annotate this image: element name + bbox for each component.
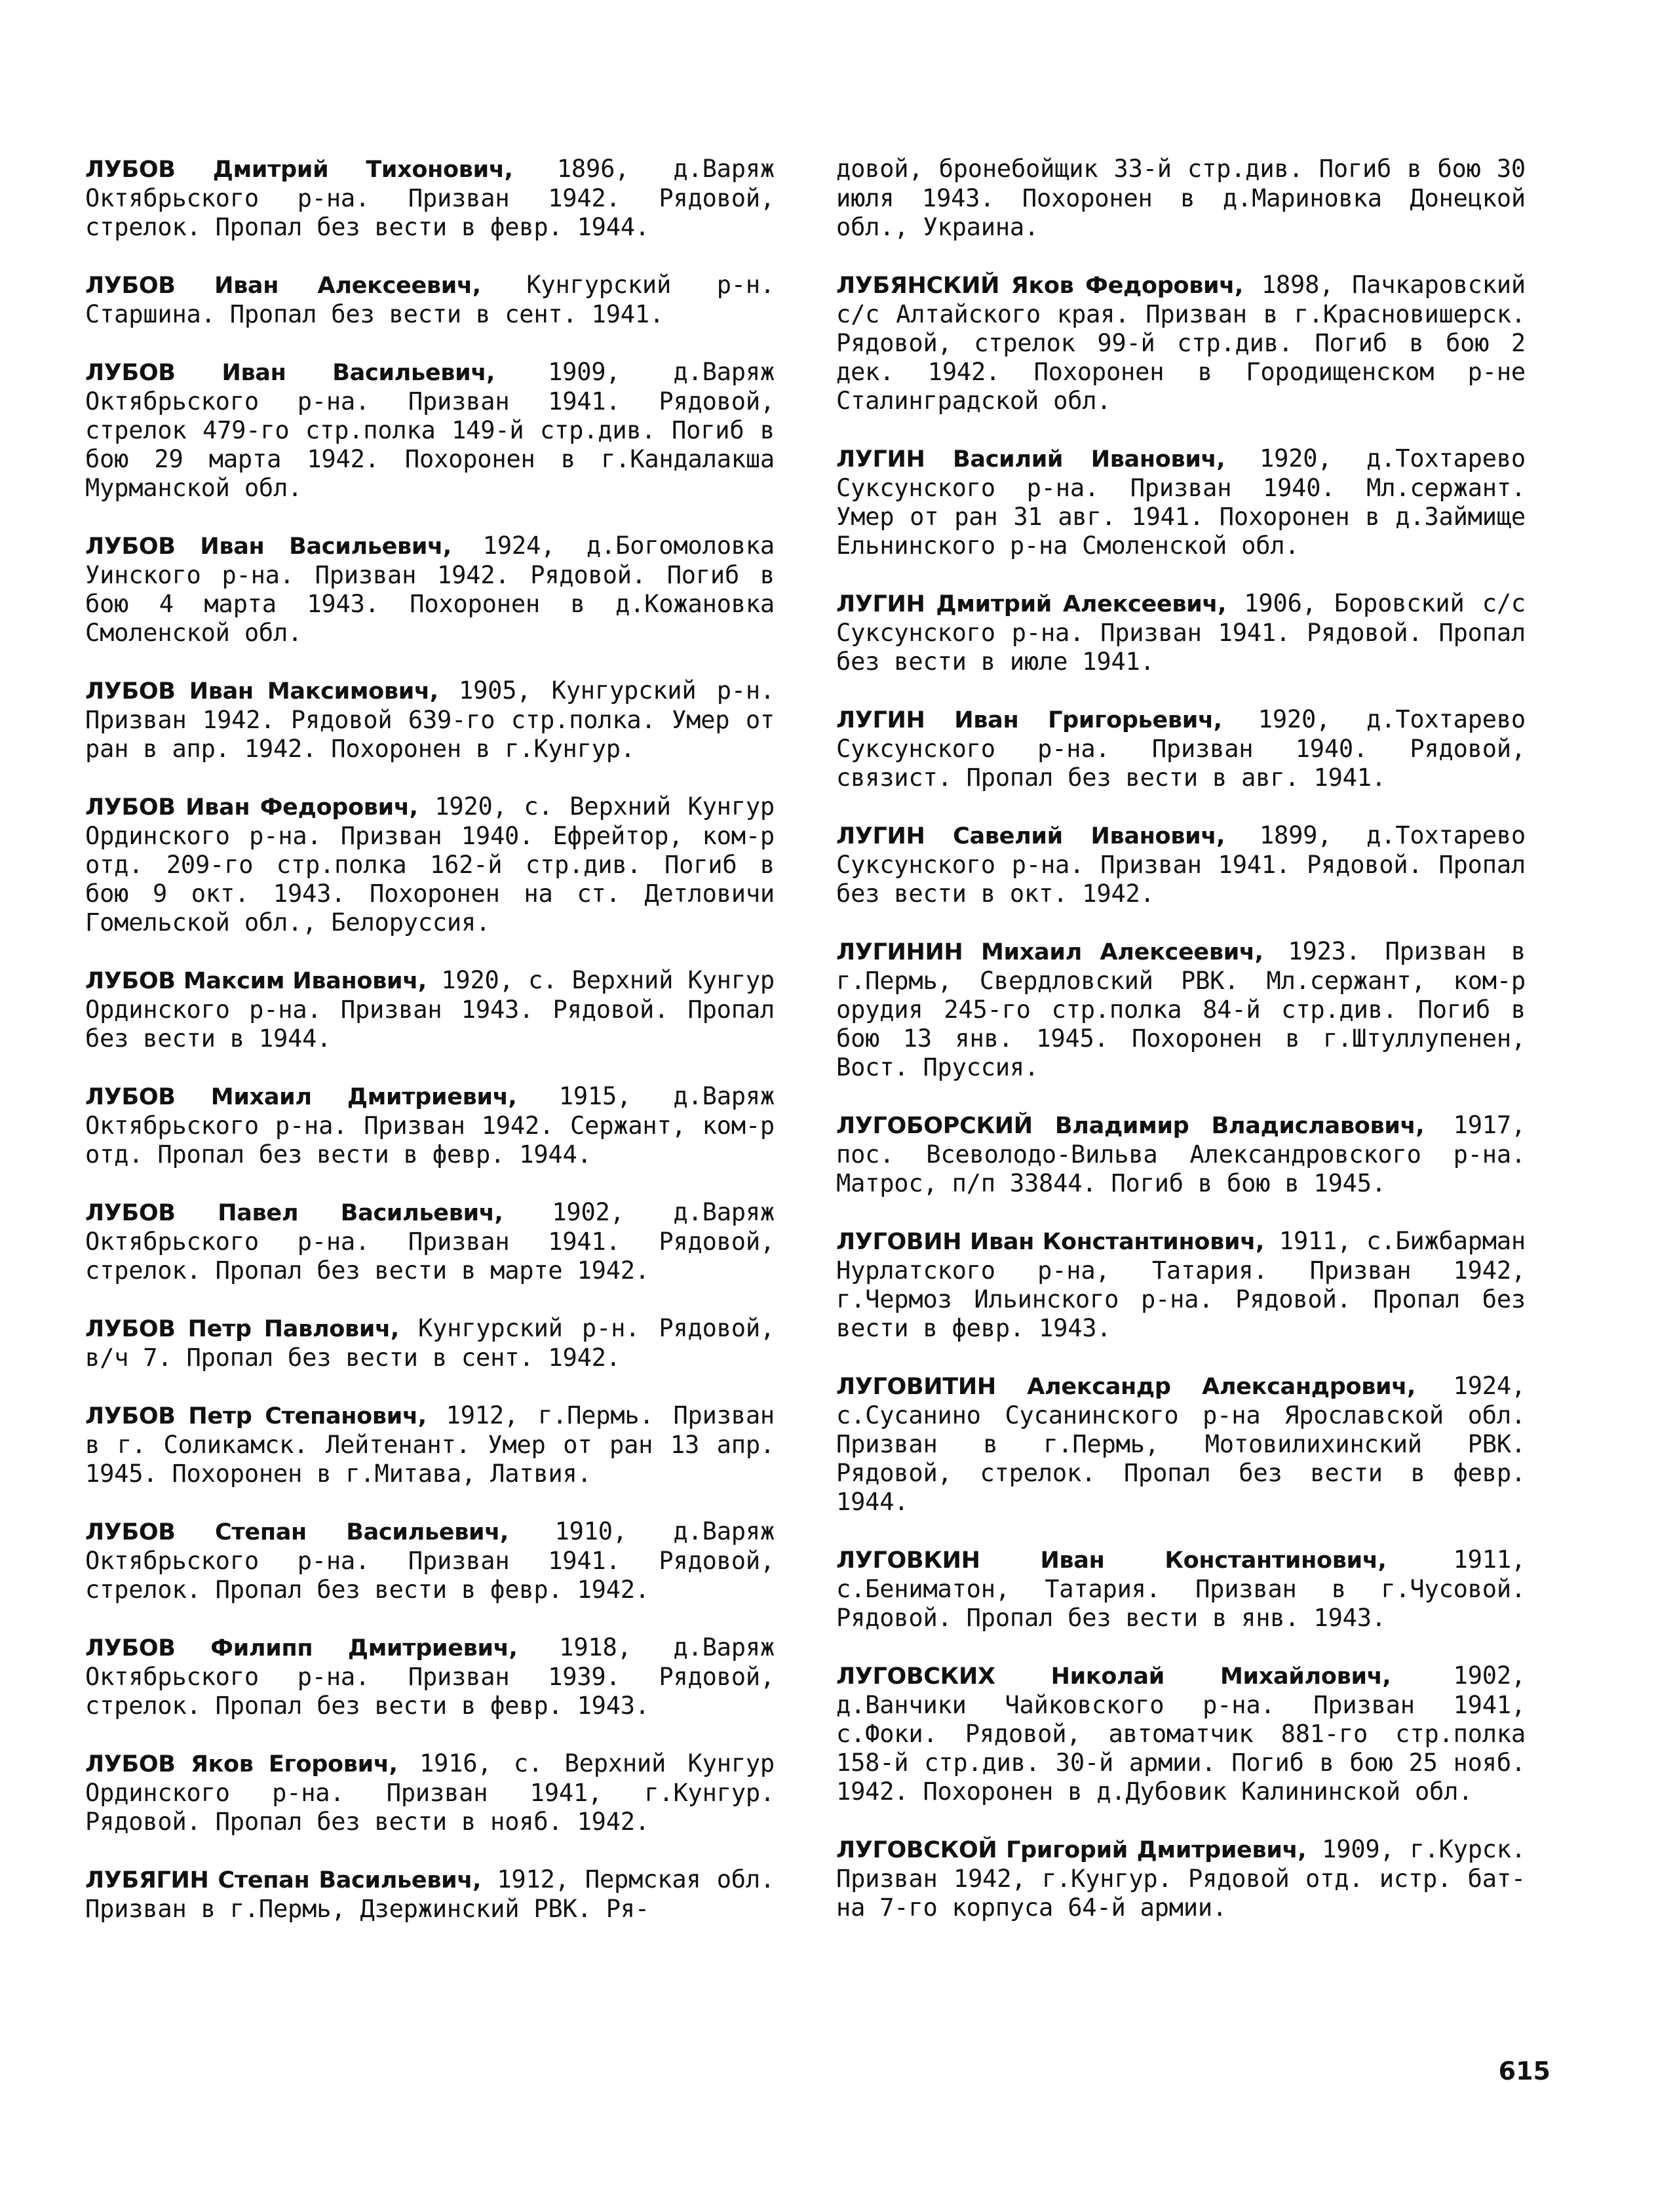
entry-text: Кунгурский р-н. Рядовой, в/ч 7. Пропал без вести в сент. 1942. <box>85 1314 775 1372</box>
entry-text: 1911, с.Бениматон, Татария. Призван в г.Чусовой. Рядовой. Пропал без вести в янв. 1943. <box>836 1545 1526 1632</box>
entry <box>836 1545 1526 1633</box>
entry-text: Кунгурский р-н. Старшина. Пропал без вести в сент. 1941. <box>85 271 775 328</box>
entry <box>85 1082 775 1169</box>
entry <box>85 792 775 937</box>
entry-text: 1920, с. Верхний Кунгур Ординского р-на. Призван 1943. Рядовой. Пропал без вести в 1944. <box>85 966 775 1053</box>
entry-text: 1918, д.Варяж Октябрьского р-на. Призван 1939. Рядовой, стрелок. Пропал без вести в февр. 1943. <box>85 1633 775 1720</box>
entry <box>85 271 775 329</box>
entry <box>836 821 1526 908</box>
entry <box>836 1661 1526 1806</box>
entry-text: 1902, д.Варяж Октябрьского р-на. Призван 1941. Рядовой, стрелок. Пропал без вести в марте 1942. <box>85 1198 775 1285</box>
entry-name: ЛУГОВИН Иван Константинович, <box>836 1229 1264 1255</box>
entry-text: 1917, пос. Всеволодо-Вильва Александровского р-на. Матрос, п/п 33844. Погиб в бою в 1945. <box>836 1111 1526 1197</box>
entry <box>85 1314 775 1372</box>
entry-text: 1909, г.Курск. Призван 1942, г.Кунгур. Рядовой отд. истр. бат-на 7-го корпуса 64-й армии. <box>836 1835 1526 1922</box>
entry <box>836 1227 1526 1343</box>
entry-name: ЛУГОВИТИН Александр Александрович, <box>836 1374 1415 1400</box>
entry-name: ЛУБОВ Филипп Дмитриевич, <box>85 1635 518 1661</box>
right-column <box>836 155 1526 1951</box>
entry-name: ЛУГИН Василий Иванович, <box>836 446 1225 473</box>
entry <box>85 1865 775 1924</box>
entry <box>85 1633 775 1720</box>
entry-name: ЛУБОВ Иван Федорович, <box>85 794 418 821</box>
entry-text: довой, бронебойщик 33-й стр.див. Погиб в бою 30 июля 1943. Похоронен в д.Мариновка Донецкой обл., Украина. <box>836 155 1526 241</box>
entry-name: ЛУГИН Иван Григорьевич, <box>836 707 1222 733</box>
entry-name: ЛУГОВКИН Иван Константинович, <box>836 1547 1387 1574</box>
entry-name: ЛУБОВ Дмитрий Тихонович, <box>85 157 513 183</box>
entry-text: 1905, Кунгурский р-н. Призван 1942. Рядовой 639-го стр.полка. Умер от ран в апр. 1942. Похоронен в г.Кунгур. <box>85 676 775 763</box>
entry-name: ЛУГОВСКОЙ Григорий Дмитриевич, <box>836 1837 1307 1863</box>
entry-text: 1920, с. Верхний Кунгур Ординского р-на. Призван 1940. Ефрейтор, ком-р отд. 209-го стр.полка 162-й стр.див. Погиб в бою 9 окт. 1943. Похоронен на ст. Детловичи Гомельской обл., Белоруссия. <box>85 792 775 937</box>
entry-name: ЛУБОВ Яков Егорович, <box>85 1751 398 1777</box>
entry <box>85 155 775 242</box>
entry-text: 1915, д.Варяж Октябрьского р-на. Призван 1942. Сержант, ком-р отд. Пропал без вести в февр. 1944. <box>85 1082 775 1169</box>
entry-name: ЛУБОВ Иван Васильевич, <box>85 360 495 386</box>
entry <box>836 271 1526 416</box>
entry-name: ЛУБОВ Иван Васильевич, <box>85 534 452 560</box>
entry-text: 1910, д.Варяж Октябрьского р-на. Призван 1941. Рядовой, стрелок. Пропал без вести в февр. 1942. <box>85 1517 775 1604</box>
entry-text: 1898, Пачкаровский с/с Алтайского края. Призван в г.Красновишерск. Рядовой, стрелок 99-й стр.див. Погиб в бою 2 дек. 1942. Похоронен в Городищенском р-не Сталинградской обл. <box>836 271 1526 415</box>
entry <box>836 1372 1526 1517</box>
entry <box>85 358 775 503</box>
entry-name: ЛУБОВ Иван Алексеевич, <box>85 273 481 299</box>
entry <box>85 676 775 764</box>
entry-name: ЛУГИНИН Михаил Алексеевич, <box>836 939 1263 965</box>
entry <box>85 1401 775 1488</box>
entry-name: ЛУГИН Дмитрий Алексеевич, <box>836 591 1227 617</box>
entry-text: 1902, д.Ванчики Чайковского р-на. Призван 1941, с.Фоки. Рядовой, автоматчик 881-го стр.полка 158-й стр.див. 30-й армии. Погиб в бою 25 нояб. 1942. Похоронен в д.Дубовик Калининской обл. <box>836 1661 1526 1806</box>
entry-text: 1916, с. Верхний Кунгур Ординского р-на. Призван 1941, г.Кунгур. Рядовой. Пропал без вести в нояб. 1942. <box>85 1749 775 1836</box>
entry-name: ЛУБОВ Степан Васильевич, <box>85 1519 509 1545</box>
entry <box>836 705 1526 792</box>
entry <box>836 589 1526 676</box>
entry-name: ЛУБЯГИН Степан Васильевич, <box>85 1867 482 1893</box>
entry-continuation <box>836 155 1526 242</box>
entry <box>85 1517 775 1604</box>
entry <box>836 444 1526 560</box>
entry-name: ЛУБОВ Павел Васильевич, <box>85 1200 503 1226</box>
entry <box>85 532 775 648</box>
left-column <box>85 155 775 1952</box>
entry <box>85 1198 775 1285</box>
entry-text: 1912, Пермская обл. Призван в г.Пермь, Дзержинский РВК. Ря- <box>85 1865 775 1923</box>
entry-text: 1899, д.Тохтарево Суксунского р-на. Призван 1941. Рядовой. Пропал без вести в окт. 1942. <box>836 821 1526 908</box>
page-number: 615 <box>1498 2057 1550 2086</box>
entry-text: 1912, г.Пермь. Призван в г. Соликамск. Лейтенант. Умер от ран 13 апр. 1945. Похоронен в г.Митава, Латвия. <box>85 1401 775 1488</box>
entry-name: ЛУБОВ Иван Максимович, <box>85 678 438 705</box>
entry <box>85 1749 775 1836</box>
entry <box>836 937 1526 1082</box>
entry-text: 1924, д.Богомоловка Уинского р-на. Призван 1942. Рядовой. Погиб в бою 4 марта 1943. Похоронен в д.Кожановка Смоленской обл. <box>85 532 775 647</box>
entry-name: ЛУБОВ Петр Степанович, <box>85 1403 427 1429</box>
entry-name: ЛУГОБОРСКИЙ Владимир Владиславович, <box>836 1113 1425 1139</box>
entry-text: 1924, с.Сусанино Сусанинского р-на Ярославской обл. Призван в г.Пермь, Мотовилихинский РВК. Рядовой, стрелок. Пропал без вести в февр. 1944. <box>836 1372 1526 1516</box>
entry-text: 1906, Боровский с/с Суксунского р-на. Призван 1941. Рядовой. Пропал без вести в июле 1941. <box>836 589 1526 676</box>
entry-name: ЛУБОВ Максим Иванович, <box>85 968 427 994</box>
entry-name: ЛУГИН Савелий Иванович, <box>836 823 1225 849</box>
entry-text: 1909, д.Варяж Октябрьского р-на. Призван 1941. Рядовой, стрелок 479-го стр.полка 149-й стр.див. Погиб в бою 29 марта 1942. Похоронен в г.Кандалакша Мурманской обл. <box>85 358 775 502</box>
entry <box>836 1111 1526 1198</box>
entry-text: 1920, д.Тохтарево Суксунского р-на. Призван 1940. Мл.сержант. Умер от ран 31 авг. 1941. Похоронен в д.Займище Ельнинского р-на Смоленской обл. <box>836 444 1526 560</box>
entry <box>85 966 775 1053</box>
entry-text: 1920, д.Тохтарево Суксунского р-на. Призван 1940. Рядовой, связист. Пропал без вести в авг. 1941. <box>836 705 1526 792</box>
entry-name: ЛУБОВ Михаил Дмитриевич, <box>85 1084 517 1110</box>
entry <box>836 1835 1526 1922</box>
entry-text: 1923. Призван в г.Пермь, Свердловский РВК. Мл.сержант, ком-р орудия 245-го стр.полка 84-й стр.див. Погиб в бою 13 янв. 1945. Похоронен в г.Штуллупенен, Вост. Пруссия. <box>836 937 1526 1081</box>
entry-text: 1911, с.Бижбарман Нурлатского р-на, Татария. Призван 1942, г.Чермоз Ильинского р-на. Рядовой. Пропал без вести в февр. 1943. <box>836 1227 1526 1342</box>
entry-name: ЛУБЯНСКИЙ Яков Федорович, <box>836 273 1244 299</box>
entry-name: ЛУГОВСКИХ Николай Михайлович, <box>836 1663 1391 1690</box>
entry-name: ЛУБОВ Петр Павлович, <box>85 1316 399 1342</box>
entry-text: 1896, д.Варяж Октябрьского р-на. Призван 1942. Рядовой, стрелок. Пропал без вести в февр. 1944. <box>85 155 775 241</box>
